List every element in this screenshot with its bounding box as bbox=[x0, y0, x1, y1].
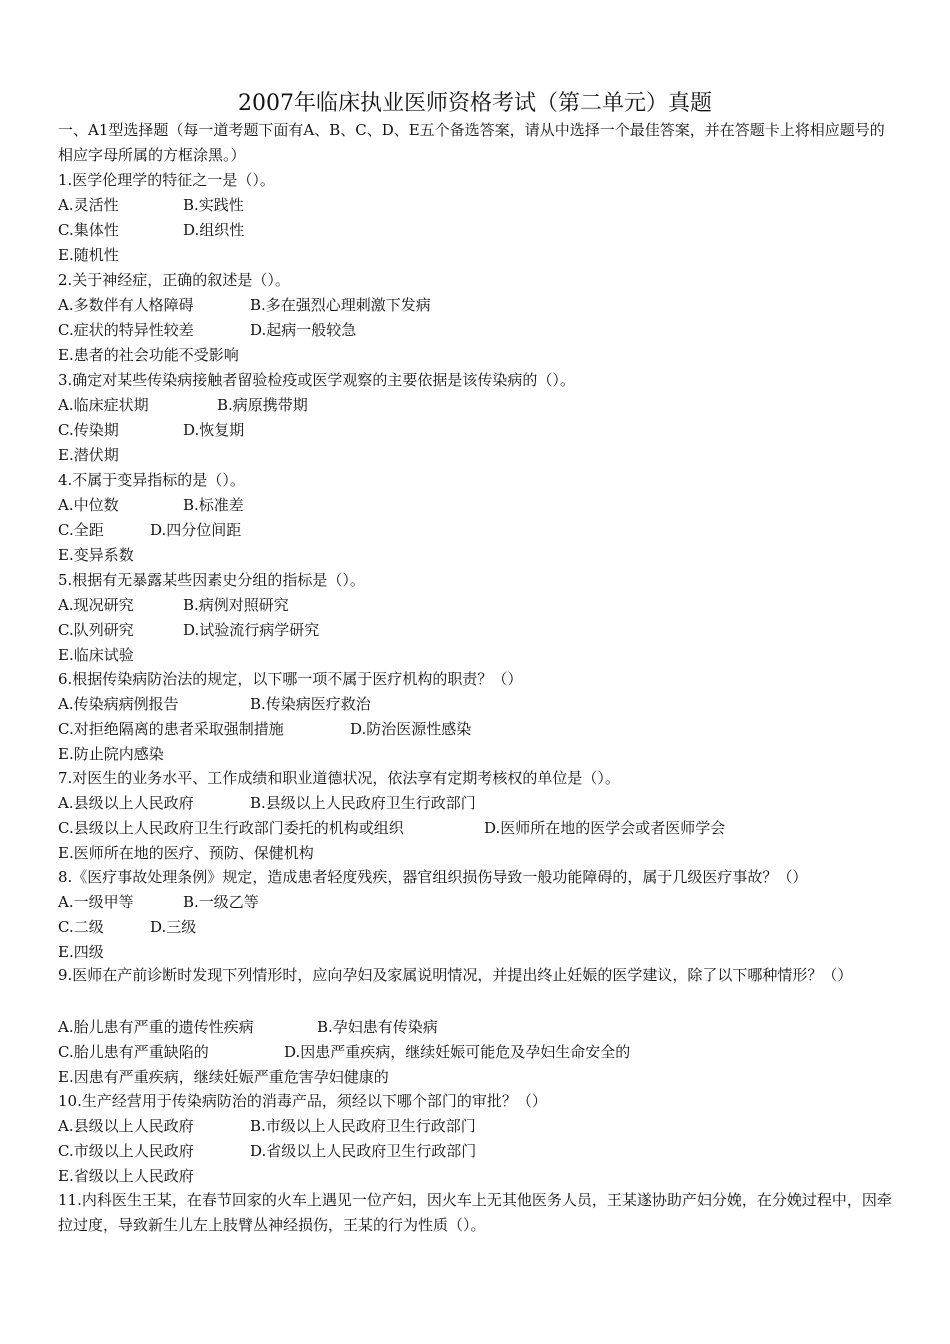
section-instructions: 一、A1型选择题（每一道考题下面有A、B、C、D、E五个备选答案，请从中选择一个最佳答案，并在答题卡上将相应题号的相应字母所属的方框涂黑。） bbox=[58, 121, 885, 164]
option-d: D.防治医源性感染 bbox=[350, 720, 472, 738]
option-a: A.县级以上人民政府 bbox=[58, 1117, 194, 1135]
question-stem: 6.根据传染病防治法的规定，以下哪一项不属于医疗机构的职责？（） bbox=[58, 670, 523, 688]
option-a: A.灵活性 bbox=[58, 196, 119, 214]
option-e: E.省级以上人民政府 bbox=[58, 1167, 194, 1185]
option-e: E.潜伏期 bbox=[58, 446, 119, 464]
option-d: D.起病一般较急 bbox=[250, 321, 357, 339]
option-b: B.标准差 bbox=[183, 496, 244, 514]
document-title: 2007年临床执业医师资格考试（第二单元）真题 bbox=[238, 91, 712, 116]
option-b: B.多在强烈心理刺激下发病 bbox=[250, 296, 431, 314]
option-a: A.中位数 bbox=[58, 496, 119, 514]
option-c: C.传染期 bbox=[58, 421, 119, 439]
option-c: C.集体性 bbox=[58, 221, 119, 239]
option-a: A.县级以上人民政府 bbox=[58, 794, 194, 812]
option-b: B.传染病医疗救治 bbox=[250, 695, 371, 713]
option-b: B.一级乙等 bbox=[183, 893, 259, 911]
option-d: D.省级以上人民政府卫生行政部门 bbox=[250, 1142, 477, 1160]
question-stem: 3.确定对某些传染病接触者留验检疫或医学观察的主要依据是该传染病的（）。 bbox=[58, 371, 575, 389]
option-a: A.临床症状期 bbox=[58, 396, 149, 414]
question-stem: 2.关于神经症，正确的叙述是（）。 bbox=[58, 271, 290, 289]
option-d: D.医师所在地的医学会或者医师学会 bbox=[484, 819, 726, 837]
option-c: C.全距 bbox=[58, 521, 104, 539]
option-e: E.变异系数 bbox=[58, 546, 134, 564]
option-e: E.四级 bbox=[58, 943, 104, 961]
question-stem: 10.生产经营用于传染病防治的消毒产品，须经以下哪个部门的审批？（） bbox=[58, 1092, 547, 1110]
option-e: E.临床试验 bbox=[58, 646, 134, 664]
option-c: C.对拒绝隔离的患者采取强制措施 bbox=[58, 720, 284, 738]
option-c: C.胎儿患有严重缺陷的 bbox=[58, 1043, 209, 1061]
option-c: C.市级以上人民政府 bbox=[58, 1142, 194, 1160]
question-stem: 9.医师在产前诊断时发现下列情形时，应向孕妇及家属说明情况，并提出终止妊娠的医学建议，除了以下哪种情形？（） bbox=[58, 966, 853, 984]
option-b: B.病原携带期 bbox=[217, 396, 308, 414]
option-b: B.县级以上人民政府卫生行政部门 bbox=[250, 794, 476, 812]
option-a: A.胎儿患有严重的遗传性疾病 bbox=[58, 1018, 254, 1036]
option-a: A.传染病病例报告 bbox=[58, 695, 179, 713]
option-b: B.市级以上人民政府卫生行政部门 bbox=[250, 1117, 476, 1135]
option-b: B.病例对照研究 bbox=[183, 596, 289, 614]
option-e: E.医师所在地的医疗、预防、保健机构 bbox=[58, 844, 314, 862]
option-e: E.因患有严重疾病，继续妊娠严重危害孕妇健康的 bbox=[58, 1068, 389, 1086]
option-c: C.队列研究 bbox=[58, 621, 134, 639]
option-d: D.四分位间距 bbox=[150, 521, 242, 539]
option-d: D.试验流行病学研究 bbox=[183, 621, 320, 639]
option-d: D.组织性 bbox=[183, 221, 245, 239]
option-b: B.实践性 bbox=[183, 196, 244, 214]
option-d: D.三级 bbox=[150, 918, 197, 936]
option-a: A.现况研究 bbox=[58, 596, 134, 614]
question-stem: 7.对医生的业务水平、工作成绩和职业道德状况，依法享有定期考核权的单位是（）。 bbox=[58, 769, 620, 787]
option-a: A.一级甲等 bbox=[58, 893, 134, 911]
option-c: C.症状的特异性较差 bbox=[58, 321, 194, 339]
option-a: A.多数伴有人格障碍 bbox=[58, 296, 194, 314]
option-e: E.患者的社会功能不受影响 bbox=[58, 346, 239, 364]
question-stem: 8.《医疗事故处理条例》规定，造成患者轻度残疾，器官组织损伤导致一般功能障碍的，属于几级医疗事故？（） bbox=[58, 868, 808, 886]
question-stem: 11.内科医生王某，在春节回家的火车上遇见一位产妇，因火车上无其他医务人员，王某遂协助产妇分娩，在分娩过程中，因牵拉过度，导致新生儿左上肢臂丛神经损伤，王某的行为性质（）。 bbox=[58, 1191, 892, 1234]
option-c: C.二级 bbox=[58, 918, 104, 936]
option-d: D.恢复期 bbox=[183, 421, 245, 439]
option-e: E.防止院内感染 bbox=[58, 745, 164, 763]
option-b: B.孕妇患有传染病 bbox=[317, 1018, 438, 1036]
question-stem: 4.不属于变异指标的是（）。 bbox=[58, 471, 245, 489]
option-e: E.随机性 bbox=[58, 246, 119, 264]
option-d: D.因患严重疾病，继续妊娠可能危及孕妇生命安全的 bbox=[284, 1043, 631, 1061]
question-stem: 1.医学伦理学的特征之一是（）。 bbox=[58, 171, 275, 189]
question-stem: 5.根据有无暴露某些因素史分组的指标是（）。 bbox=[58, 571, 365, 589]
option-c: C.县级以上人民政府卫生行政部门委托的机构或组织 bbox=[58, 819, 404, 837]
